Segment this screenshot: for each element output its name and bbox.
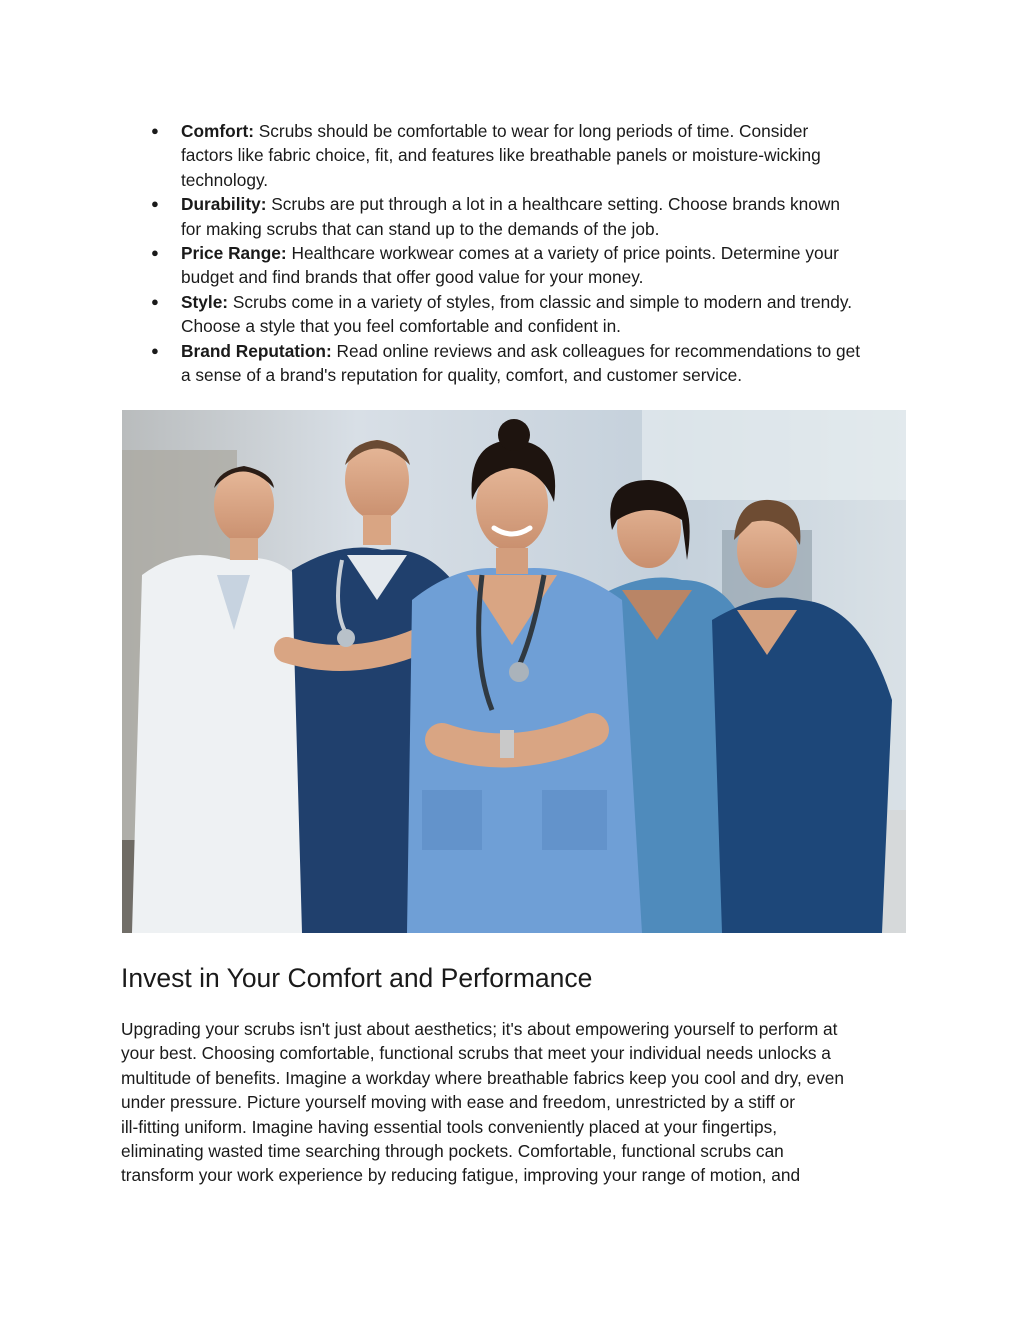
section-heading: Invest in Your Comfort and Performance [121,963,593,993]
list-item-text: a sense of a brand's reputation for quality, comfort, and customer service. [181,365,743,386]
list-item [121,290,916,339]
list-item-text: for making scrubs that can stand up to the demands of the job. [181,218,660,239]
list-item-term: Comfort: [181,121,254,141]
bullet-icon: ● [151,196,159,212]
list-item-text: budget and find brands that offer good value for your money. [181,267,644,288]
paragraph-line: transform your work experience by reducing fatigue, improving your range of motion, and [121,1165,801,1186]
list-item [121,192,916,241]
bullet-icon: ● [151,293,159,309]
bullet-icon: ● [151,342,159,358]
paragraph-line: ill-fitting uniform. Imagine having essential tools conveniently placed at your fingertips, [121,1116,778,1137]
bullet-icon: ● [151,123,159,138]
list-item-text: Choose a style that you feel comfortable and confident in. [181,316,621,337]
body-paragraph [121,1017,911,1188]
paragraph-line: eliminating wasted time searching through pockets. Comfortable, functional scrubs can [121,1141,784,1162]
list-item-text: factors like fabric choice, fit, and features like breathable panels or moisture-wicking [181,145,821,166]
list-item-text: Scrubs are put through a lot in a healthcare setting. Choose brands known [271,194,840,215]
list-item-term: Brand Reputation: [181,340,332,361]
list-item-text: Scrubs come in a variety of styles, from classic and simple to modern and trendy. [232,291,853,312]
list-item [121,119,916,192]
medical-team-photo [122,410,906,933]
list-item [121,241,916,290]
paragraph-line: under pressure. Picture yourself moving with ease and freedom, unrestricted by a stiff or [121,1092,795,1113]
considerations-list [121,119,916,387]
list-item [121,339,916,388]
paragraph-line: multitude of benefits. Imagine a workday where breathable fabrics keep you cool and dry, even [121,1067,845,1088]
list-item-term: Price Range: [181,243,287,264]
list-item-term: Durability: [181,194,267,215]
list-item-term: Style: [181,291,229,312]
list-item-text: Scrubs should be comfortable to wear for long periods of time. Consider [258,121,809,141]
list-item-text: Read online reviews and ask colleagues for recommendations to get [336,340,861,361]
bullet-icon: ● [151,245,159,261]
list-item-text: technology. [181,169,269,190]
paragraph-line: Upgrading your scrubs isn't just about aesthetics; it's about empowering yourself to perform at [121,1019,838,1039]
list-item-text: Healthcare workwear comes at a variety of price points. Determine your [291,243,839,264]
paragraph-line: your best. Choosing comfortable, functional scrubs that meet your individual needs unlocks a [121,1043,831,1064]
